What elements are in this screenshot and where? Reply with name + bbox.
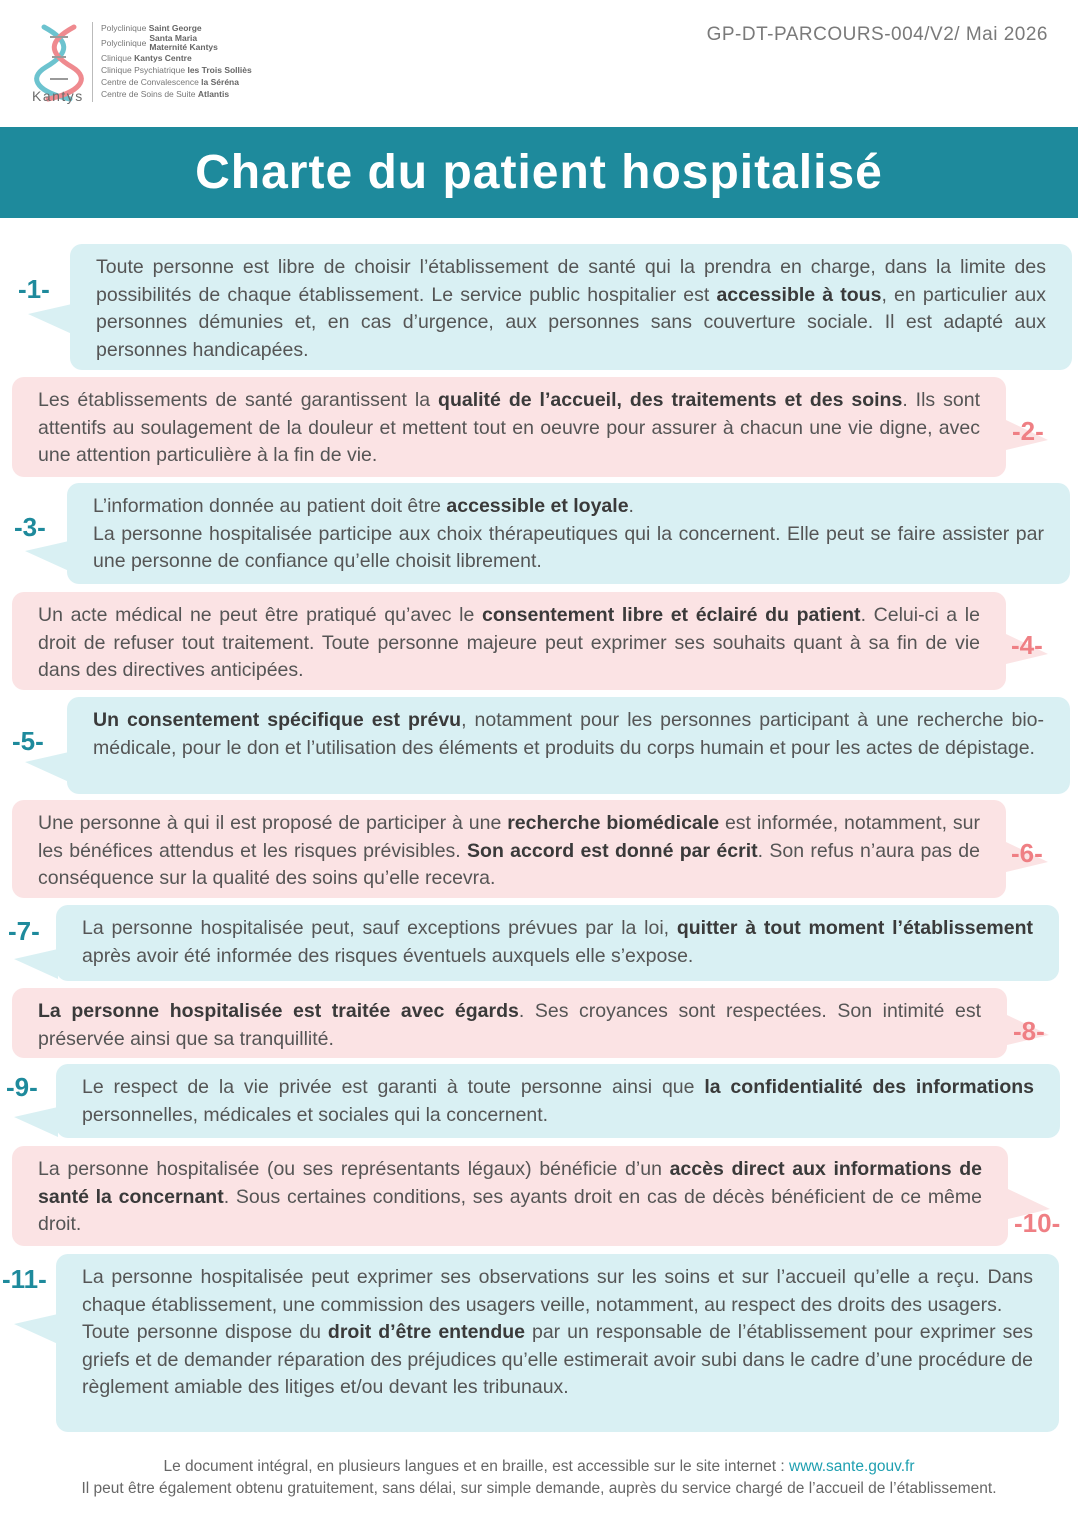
article-2: [12, 377, 1006, 477]
article-text: Une personne à qui il est proposé de participer à une recherche biomédicale est informée, notamment, sur les bénéfices attendus et les risques prévisibles. Son accord est donné par écrit. Son refus n’aura pas de conséquence sur la qualité des soins qu’elle recevra.: [38, 812, 980, 889]
article-number: -2-: [1012, 416, 1044, 446]
article-3: [67, 483, 1070, 584]
sante-gouv-link[interactable]: www.sante.gouv.fr: [789, 1458, 915, 1475]
article-text: Toute personne est libre de choisir l’établissement de santé qui la prendra en charge, dans la limite des possibilités de chaque établissement. Le service public hospitalier est accessible à tous, en particulier aux personnes démunies et, en cas d’urgence, aux personnes sans couverture sociale. Il est adapté aux personnes handicapées.: [96, 256, 1046, 361]
article-number: -3-: [14, 512, 46, 542]
speech-tail-icon: [26, 302, 76, 342]
article-1: [70, 244, 1072, 370]
establishments-list: Polyclinique Saint George Polyclinique Santa Maria Maternité Kantys Clinique Kantys Centre Clinique Psychiatrique les Trois Solliès Centre de Convalescence la Séréna Centre de Soins de Suite Atlantis: [101, 23, 252, 99]
article-5: [67, 697, 1070, 794]
speech-tail-icon: [12, 1312, 62, 1352]
article-text: La personne hospitalisée peut exprimer ses observations sur les soins et sur l’accueil qu’elle a reçu. Dans chaque établissement, une commission des usagers veille, notamment, au respect des droits des usagers. Toute personne dispose du droit d’être entendue par un responsable de l’établissement pour exprimer ses griefs et de demander réparation des préjudices qu’elle estimerait avoir subi dans le cadre d’une procédure de règlement amiable des litiges et/ou devant les tribunaux.: [82, 1266, 1033, 1398]
article-9: [56, 1064, 1060, 1138]
article-number: -8-: [1013, 1016, 1045, 1046]
article-number: -10-: [1014, 1208, 1061, 1238]
article-text: Les établissements de santé garantissent la qualité de l’accueil, des traitements et des soins. Ils sont attentifs au soulagement de la douleur et mettent tout en oeuvre pour assurer à chacun une vie digne, avec une attention particulière à la fin de vie.: [38, 389, 980, 466]
logo-divider: [92, 22, 93, 102]
article-7: [56, 905, 1059, 981]
article-number: -4-: [1011, 630, 1043, 660]
speech-tail-icon: [12, 1105, 62, 1145]
article-10: [12, 1146, 1008, 1246]
article-number: -7-: [8, 916, 40, 946]
header: [0, 0, 1078, 127]
article-text: Un consentement spécifique est prévu, notamment pour les personnes participant à une recherche bio-médicale, pour le don et l’utilisation des éléments et produits du corps humain et pour les actes de dépistage.: [93, 709, 1044, 759]
article-text: La personne hospitalisée peut, sauf exceptions prévues par la loi, quitter à tout moment l’établissement après avoir été informée des risques éventuels auxquels elle s’expose.: [82, 917, 1034, 967]
page-title: Charte du patient hospitalisé: [195, 146, 883, 199]
article-text: La personne hospitalisée est traitée avec égards. Ses croyances sont respectées. Son intimité est préservée ainsi que sa tranquillité.: [38, 1000, 982, 1050]
document-reference: GP-DT-PARCOURS-004/V2/ Mai 2026: [706, 24, 1048, 45]
speech-tail-icon: [23, 539, 73, 579]
article-11: [56, 1254, 1059, 1432]
article-text: L’information donnée au patient doit être accessible et loyale. La personne hospitalisée participe aux choix thérapeutiques qui la concernent. Elle peut se faire assister par une personne de confiance qu’elle choisit librement.: [93, 495, 1044, 572]
article-number: -9-: [6, 1072, 38, 1102]
article-number: -1-: [18, 274, 50, 304]
article-text: Le respect de la vie privée est garanti à toute personne ainsi que la confidentialité des informations personnelles, médicales et sociales qui la concernent.: [82, 1076, 1034, 1126]
speech-tail-icon: [12, 947, 62, 987]
article-text: Un acte médical ne peut être pratiqué qu’avec le consentement libre et éclairé du patient. Celui-ci a le droit de refuser tout traitement. Toute personne majeure peut exprimer ses souhaits quant à sa fin de vie dans des directives anticipées.: [38, 604, 980, 681]
footer-line-1: Le document intégral, en plusieurs langues et en braille, est accessible sur le site internet : www.sante.gouv.fr: [163, 1458, 915, 1475]
article-8: [12, 988, 1007, 1058]
title-banner: [0, 127, 1078, 218]
article-6: [12, 800, 1006, 898]
article-number: -5-: [12, 726, 44, 756]
footer-line-2: Il peut être également obtenu gratuitement, sans délai, sur simple demande, auprès du service chargé de l’accueil de l’établissement.: [81, 1480, 997, 1497]
article-text: La personne hospitalisée (ou ses représentants légaux) bénéficie d’un accès direct aux informations de santé la concernant. Sous certaines conditions, ses ayants droit en cas de décès bénéficient de ce même droit.: [38, 1158, 982, 1235]
article-4: [12, 592, 1006, 690]
article-number: -11-: [2, 1264, 47, 1294]
logo-wordmark: Kantys: [32, 88, 84, 104]
article-number: -6-: [1011, 838, 1043, 868]
